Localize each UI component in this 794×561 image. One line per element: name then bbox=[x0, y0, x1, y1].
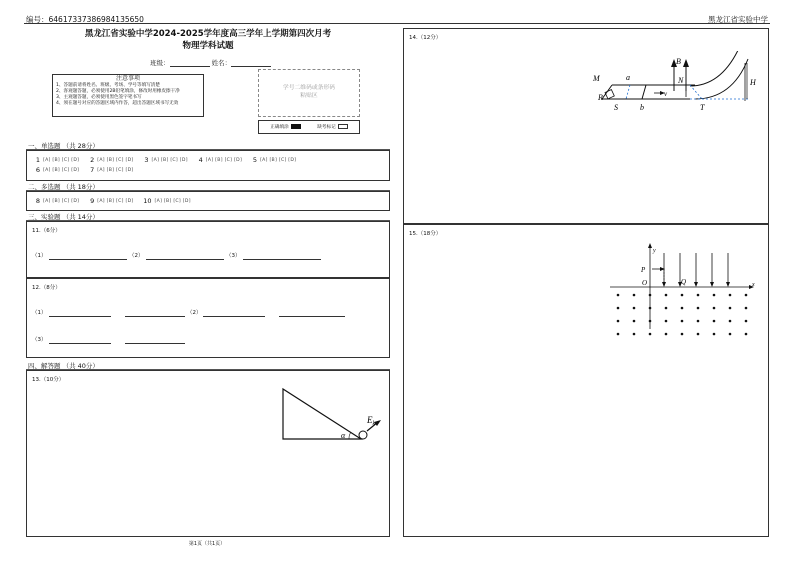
fill-legend bbox=[258, 120, 360, 134]
label-T: T bbox=[700, 103, 705, 112]
mc-row-2: 6 [A] [B] [C] [D] 7 [A] [B] [C] [D] bbox=[35, 166, 134, 174]
school-name-header: 黑龙江省实验中学 bbox=[708, 15, 768, 24]
field-dot bbox=[681, 320, 684, 323]
q14-box[interactable] bbox=[403, 28, 769, 224]
field-dot bbox=[649, 307, 652, 310]
label-a: a bbox=[626, 73, 630, 82]
field-dot bbox=[697, 333, 700, 336]
label-y: y bbox=[653, 248, 656, 254]
mc-options[interactable]: [A] [B] [C] [D] bbox=[205, 157, 243, 163]
label-S: S bbox=[614, 103, 618, 112]
mc-options[interactable]: [A] [B] [C] [D] bbox=[43, 157, 80, 163]
filled-mark-icon bbox=[291, 124, 301, 129]
mc-options[interactable]: [A] [B] [C] [D] bbox=[97, 167, 134, 173]
q12-label: 12.（8分） bbox=[32, 285, 61, 291]
field-dots bbox=[617, 294, 748, 336]
q12-answer-3b[interactable] bbox=[125, 343, 185, 344]
page-footer: 第1页（共1页） bbox=[188, 541, 226, 547]
field-dot bbox=[745, 333, 748, 336]
notice-item: 4、须在题号对应的答题区域内作答，超出答题区域书写无效 bbox=[56, 100, 179, 106]
label-O: O bbox=[642, 279, 648, 287]
name-label: 姓名： bbox=[211, 59, 232, 67]
field-dot bbox=[745, 320, 748, 323]
notice-heading: 注意事项 bbox=[115, 75, 140, 82]
notice-item: 2、客观题答题，必须使用2B铅笔填涂，修改时用橡皮擦干净 bbox=[56, 88, 180, 94]
mc-options[interactable]: [A] [B] [C] [D] bbox=[154, 198, 191, 204]
label-R: R bbox=[598, 93, 603, 102]
class-field[interactable] bbox=[170, 58, 210, 67]
section-lab: 三、实验题 （共 14分） bbox=[28, 213, 99, 221]
field-dot bbox=[729, 320, 732, 323]
part-label: （1） bbox=[32, 253, 47, 259]
mc-options[interactable]: [A] [B] [C] [D] bbox=[260, 157, 297, 163]
barcode-sublabel: 粘贴区 bbox=[300, 93, 318, 99]
field-figure bbox=[604, 243, 764, 343]
q11-label: 11.（6分） bbox=[32, 228, 61, 234]
label-H: H bbox=[750, 78, 756, 87]
part-label: （1） bbox=[32, 310, 47, 316]
label-x: x bbox=[752, 282, 755, 288]
absent-mark-box[interactable] bbox=[338, 124, 348, 129]
legend-filled: 正确填涂 bbox=[270, 124, 300, 130]
mc-row-1: 1 [A] [B] [C] [D] 2 [A] [B] [C] [D] 3 [A] [B] [C] [D] 4 [A] [B] [C] [D] 5 [A] [B] [C] [D] bbox=[35, 156, 297, 164]
field-dot bbox=[745, 307, 748, 310]
field-dot bbox=[649, 333, 652, 336]
field-dot bbox=[681, 294, 684, 297]
section-multi-choice: 二、多选题 （共 18分） bbox=[28, 183, 99, 191]
header-divider bbox=[24, 23, 770, 24]
field-dot bbox=[665, 320, 668, 323]
label-b: b bbox=[640, 103, 644, 112]
mc-options[interactable]: [A] [B] [C] [D] bbox=[43, 167, 80, 173]
field-dot bbox=[617, 333, 620, 336]
q13-label: 13.（10分） bbox=[32, 377, 65, 383]
field-dot bbox=[633, 307, 636, 310]
field-dot bbox=[713, 294, 716, 297]
q12-answer-2a[interactable] bbox=[203, 316, 265, 317]
label-M: M bbox=[593, 74, 600, 83]
mc-options[interactable]: [A] [B] [C] [D] bbox=[151, 157, 188, 163]
field-dot bbox=[745, 294, 748, 297]
class-label: 班级： bbox=[150, 59, 170, 67]
q12-answer-1b[interactable] bbox=[125, 316, 185, 317]
section-solve: 四、解答题 （共 40分） bbox=[28, 362, 99, 370]
legend-absent: 缺考标记 bbox=[317, 124, 347, 130]
field-dot bbox=[697, 320, 700, 323]
field-dot bbox=[633, 320, 636, 323]
field-dot bbox=[713, 333, 716, 336]
single-choice-box bbox=[26, 150, 390, 181]
q14-label: 14.（12分） bbox=[409, 35, 442, 41]
part-label: （3） bbox=[226, 253, 241, 259]
barcode-label: 学号二维码或条形码 bbox=[282, 85, 336, 91]
field-dot bbox=[617, 307, 620, 310]
q12-answer-3a[interactable] bbox=[49, 343, 111, 344]
multi-choice-box bbox=[26, 191, 390, 211]
incline-figure bbox=[277, 383, 387, 443]
field-dot bbox=[729, 294, 732, 297]
field-dot bbox=[697, 307, 700, 310]
field-dot bbox=[665, 294, 668, 297]
exam-id: 编号：64617337386984135650 bbox=[26, 15, 144, 24]
label-N: N bbox=[678, 76, 684, 85]
part-label: （2） bbox=[129, 253, 144, 259]
field-dot bbox=[665, 333, 668, 336]
mc-row-3: 8 [A] [B] [C] [D] 9 [A] [B] [C] [D] 10 [A] [B] [C] [D] bbox=[35, 197, 191, 205]
field-dot bbox=[633, 294, 636, 297]
field-dot bbox=[649, 294, 652, 297]
field-dot bbox=[713, 307, 716, 310]
student-info-row bbox=[150, 58, 271, 67]
field-dot bbox=[649, 320, 652, 323]
notice-box bbox=[52, 74, 204, 117]
q11-answer-2[interactable] bbox=[146, 259, 224, 260]
mc-options[interactable]: [A] [B] [C] [D] bbox=[43, 198, 80, 204]
label-P: P bbox=[641, 266, 646, 274]
field-dot bbox=[681, 333, 684, 336]
label-Q: Q bbox=[681, 278, 687, 286]
field-dot bbox=[713, 320, 716, 323]
q15-box[interactable] bbox=[403, 224, 769, 537]
q11-answer-3[interactable] bbox=[243, 259, 321, 260]
exam-title-line1: 黑龙江省实验中学2024-2025学年度高三学年上学期第四次月考 bbox=[84, 29, 332, 39]
notice-item: 1、答题前请将姓名、班级、考场、学号等填写清楚 bbox=[56, 82, 160, 88]
q12-box bbox=[26, 278, 390, 358]
label-B: B bbox=[676, 57, 681, 66]
notice-item: 3、主观题答题，必须使用黑色签字笔书写 bbox=[56, 94, 142, 100]
field-dot bbox=[617, 320, 620, 323]
barcode-area bbox=[258, 69, 360, 117]
angle-label: α bbox=[341, 431, 346, 440]
q15-label: 15.（18分） bbox=[409, 231, 442, 237]
q11-box bbox=[26, 221, 390, 278]
q12-answer-2b[interactable] bbox=[279, 316, 345, 317]
exam-title bbox=[26, 28, 390, 52]
field-dot bbox=[633, 333, 636, 336]
q12-answer-1a[interactable] bbox=[49, 316, 111, 317]
exam-title-line2: 物理学科试题 bbox=[182, 41, 234, 51]
field-dot bbox=[697, 294, 700, 297]
mc-options[interactable]: [A] [B] [C] [D] bbox=[97, 157, 134, 163]
q11-answer-1[interactable] bbox=[49, 259, 127, 260]
field-dot bbox=[681, 307, 684, 310]
field-dot bbox=[617, 294, 620, 297]
part-label: （3） bbox=[32, 337, 47, 343]
name-field[interactable] bbox=[231, 58, 271, 67]
rail-figure bbox=[590, 51, 765, 141]
q13-box[interactable] bbox=[26, 370, 390, 537]
part-label: （2） bbox=[187, 310, 202, 316]
ek-label: $E_k$ bbox=[367, 415, 376, 427]
section-single-choice: 一、单选题 （共 28分） bbox=[28, 142, 99, 150]
field-dot bbox=[729, 333, 732, 336]
label-v: v bbox=[664, 90, 668, 98]
field-dot bbox=[665, 307, 668, 310]
field-dot bbox=[729, 307, 732, 310]
mc-options[interactable]: [A] [B] [C] [D] bbox=[97, 198, 134, 204]
